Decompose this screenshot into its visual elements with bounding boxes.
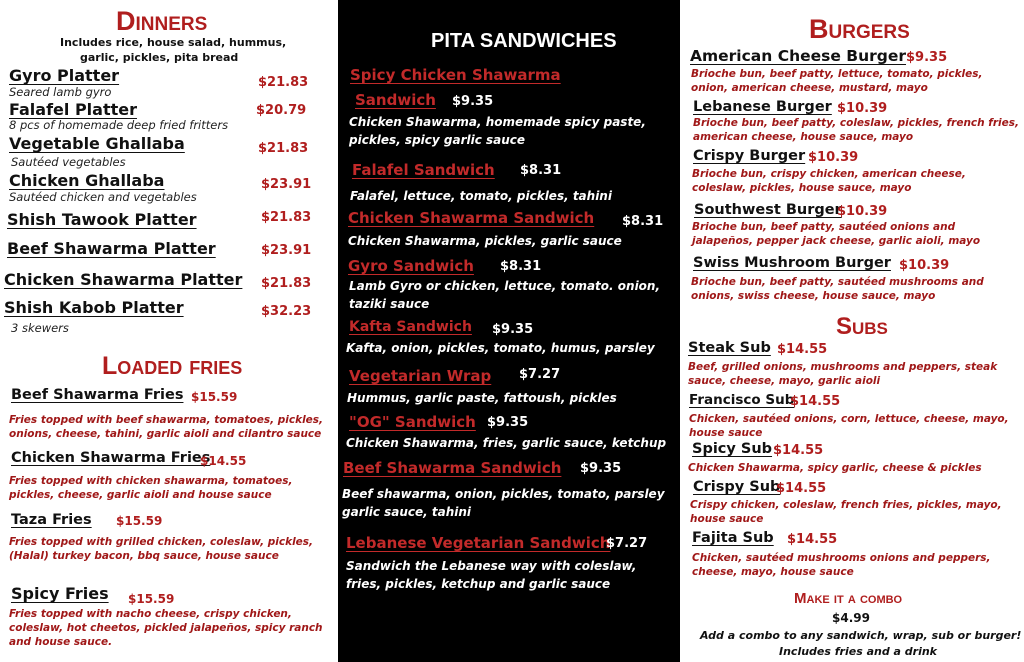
sub-item-price: $14.55: [790, 394, 841, 409]
pita-item-desc: Hummus, garlic paste, fattoush, pickles: [347, 391, 617, 405]
pita-item-price: $8.31: [520, 163, 562, 178]
pita-item-name: Falafel Sandwich: [352, 161, 495, 179]
burger-item-desc: Brioche bun, beef patty, lettuce, tomato, pickles, onion, american cheese, mustard, mayo: [691, 68, 983, 94]
pita-item-price: $9.35: [452, 94, 494, 109]
burger-item-desc: Brioche bun, beef patty, sautéed onions and jalapeños, pepper jack cheese, garlic aioli, mayo: [692, 221, 981, 247]
dinner-item-name: Gyro Platter: [9, 66, 120, 85]
dinner-item-desc: Sautéed vegetables: [11, 155, 126, 169]
sub-item-price: $14.55: [776, 481, 827, 496]
sub-item-desc: Chicken Shawarma, spicy garlic, cheese & pickles: [688, 462, 982, 474]
fries-item-desc: Fries topped with grilled chicken, coleslaw, pickles, (Halal) turkey bacon, bbq sauce, house sauce: [9, 536, 314, 562]
pita-item-desc: Sandwich the Lebanese way with coleslaw, fries, pickles, ketchup and garlic sauce: [346, 559, 637, 591]
dinner-item-price: $23.91: [261, 177, 312, 192]
burger-item-name: American Cheese Burger: [690, 47, 907, 65]
dinner-item-price: $21.83: [261, 210, 312, 225]
sub-item-desc: Chicken, sautéed mushrooms onions and peppers, cheese, mayo, house sauce: [692, 552, 991, 578]
burger-item-name: Lebanese Burger: [693, 99, 832, 115]
dinner-item-desc: Sautéed chicken and vegetables: [9, 190, 197, 204]
left-column: [0, 0, 338, 662]
pita-title: PITA SANDWICHES: [431, 30, 617, 52]
pita-item-desc: Falafel, lettuce, tomato, pickles, tahini: [350, 189, 612, 203]
burger-item-desc: Brioche bun, crispy chicken, american cheese, coleslaw, pickles, house sauce, mayo: [692, 168, 966, 194]
sub-item-name: Spicy Sub: [692, 441, 773, 457]
sub-item-desc: Crispy chicken, coleslaw, french fries, pickles, mayo, house sauce: [690, 499, 1002, 525]
dinner-item-name: Shish Tawook Platter: [7, 210, 197, 229]
dinner-item-price: $32.23: [261, 304, 312, 319]
combo-line2: Includes fries and a drink: [779, 645, 938, 658]
pita-item-desc: Beef shawarma, onion, pickles, tomato, parsley garlic sauce, tahini: [342, 487, 665, 519]
sub-item-price: $14.55: [777, 342, 828, 357]
pita-item-desc: Lamb Gyro or chicken, lettuce, tomato. onion, taziki sauce: [349, 279, 661, 311]
pita-item-price: $7.27: [606, 536, 648, 551]
subs-title: Subs: [836, 313, 888, 340]
right-column: [680, 0, 1024, 662]
dinner-item-desc: 8 pcs of homemade deep fried fritters: [9, 118, 229, 132]
combo-line1: Add a combo to any sandwich, wrap, sub or burger!: [700, 629, 1022, 642]
pita-item-desc: Chicken Shawarma, fries, garlic sauce, ketchup: [346, 436, 667, 450]
dinner-item-name: Beef Shawarma Platter: [7, 239, 216, 258]
dinners-subtitle-line1: Includes rice, house salad, hummus,: [60, 36, 287, 49]
dinner-item-price: $21.83: [258, 141, 309, 156]
dinners-title: Dinners: [116, 6, 208, 36]
pita-item-desc: Chicken Shawarma, pickles, garlic sauce: [348, 234, 622, 248]
dinners-subtitle-line2: garlic, pickles, pita bread: [80, 51, 239, 64]
pita-item-price: $7.27: [519, 367, 561, 382]
dinner-item-price: $20.79: [256, 103, 307, 118]
pita-item-name: Gyro Sandwich: [348, 257, 474, 275]
dinner-item-name: Chicken Ghallaba: [9, 171, 165, 190]
burger-item-price: $10.39: [837, 204, 888, 219]
dinner-item-price: $21.83: [258, 75, 309, 90]
fries-item-price: $15.59: [116, 514, 163, 528]
pita-item-desc: Kafta, onion, pickles, tomato, humus, parsley: [346, 341, 655, 355]
dinner-item-name: Falafel Platter: [9, 100, 137, 119]
dinner-item-price: $23.91: [261, 243, 312, 258]
fries-item-desc: Fries topped with beef shawarma, tomatoes, pickles, onions, cheese, tahini, garlic aioli and cilantro sauce: [9, 414, 324, 440]
pita-item-price: $8.31: [622, 214, 664, 229]
loaded-fries-title: Loaded fries: [102, 352, 243, 380]
sub-item-name: Crispy Sub: [693, 479, 781, 495]
fries-item-name: Taza Fries: [11, 512, 92, 528]
combo-title: Make it a combo: [794, 590, 903, 607]
pita-item-desc: Chicken Shawarma, homemade spicy paste, pickles, spicy garlic sauce: [349, 115, 646, 147]
fries-item-price: $15.59: [128, 592, 175, 606]
burger-item-price: $9.35: [906, 50, 948, 65]
pita-item-name: Chicken Shawarma Sandwich: [348, 209, 595, 227]
dinner-item-name: Shish Kabob Platter: [4, 298, 184, 317]
pita-item-name: Vegetarian Wrap: [349, 367, 492, 385]
pita-item-name: Kafta Sandwich: [349, 319, 472, 335]
middle-column: [338, 0, 680, 662]
dinner-item-desc: 3 skewers: [11, 321, 69, 335]
sub-item-name: Steak Sub: [688, 340, 771, 356]
fries-item-price: $15.59: [191, 390, 238, 404]
pita-item-name: "OG" Sandwich: [349, 413, 476, 431]
burger-item-desc: Brioche bun, beef patty, coleslaw, pickles, french fries, american cheese, house sauce, mayo: [693, 117, 1019, 143]
burger-item-desc: Brioche bun, beef patty, sautéed mushrooms and onions, swiss cheese, house sauce, mayo: [691, 276, 984, 302]
burger-item-price: $10.39: [837, 101, 888, 116]
pita-item-name: Lebanese Vegetarian Sandwich: [346, 534, 611, 552]
dinner-item-name: Vegetable Ghallaba: [9, 134, 185, 153]
sub-item-price: $14.55: [787, 532, 838, 547]
sub-item-name: Fajita Sub: [692, 530, 774, 546]
pita-item-price: $9.35: [487, 415, 529, 430]
dinner-item-price: $21.83: [261, 276, 312, 291]
pita-item-name: Beef Shawarma Sandwich: [343, 459, 562, 477]
burger-item-price: $10.39: [808, 150, 859, 165]
pita-item-name-line2: Sandwich: [355, 91, 436, 109]
pita-item-price: $9.35: [492, 322, 534, 337]
pita-item-name: Spicy Chicken Shawarma: [350, 66, 561, 84]
fries-item-desc: Fries topped with chicken shawarma, tomatoes, pickles, cheese, garlic aioli and house sauce: [9, 475, 293, 501]
sub-item-name: Francisco Sub: [689, 392, 795, 408]
combo-price: $4.99: [832, 611, 870, 625]
fries-item-desc: Fries topped with nacho cheese, crispy chicken, coleslaw, hot cheetos, pickled jalapeños, spicy ranch and house sauce.: [9, 608, 323, 648]
burgers-title: Burgers: [809, 14, 910, 44]
burger-item-name: Southwest Burger: [694, 202, 842, 218]
dinner-item-desc: Seared lamb gyro: [9, 85, 112, 99]
fries-item-name: Beef Shawarma Fries: [11, 387, 184, 403]
sub-item-desc: Chicken, sautéed onions, corn, lettuce, cheese, mayo, house sauce: [689, 413, 1009, 439]
burger-item-price: $10.39: [899, 258, 950, 273]
fries-item-price: $14.55: [200, 454, 247, 468]
sub-item-price: $14.55: [773, 443, 824, 458]
pita-item-price: $8.31: [500, 259, 542, 274]
fries-item-name: Spicy Fries: [11, 584, 109, 603]
pita-item-price: $9.35: [580, 461, 622, 476]
fries-item-name: Chicken Shawarma Fries: [11, 450, 211, 466]
burger-item-name: Swiss Mushroom Burger: [693, 255, 891, 271]
dinner-item-name: Chicken Shawarma Platter: [4, 270, 243, 289]
sub-item-desc: Beef, grilled onions, mushrooms and peppers, steak sauce, cheese, mayo, garlic aioli: [688, 361, 998, 387]
burger-item-name: Crispy Burger: [693, 148, 806, 164]
